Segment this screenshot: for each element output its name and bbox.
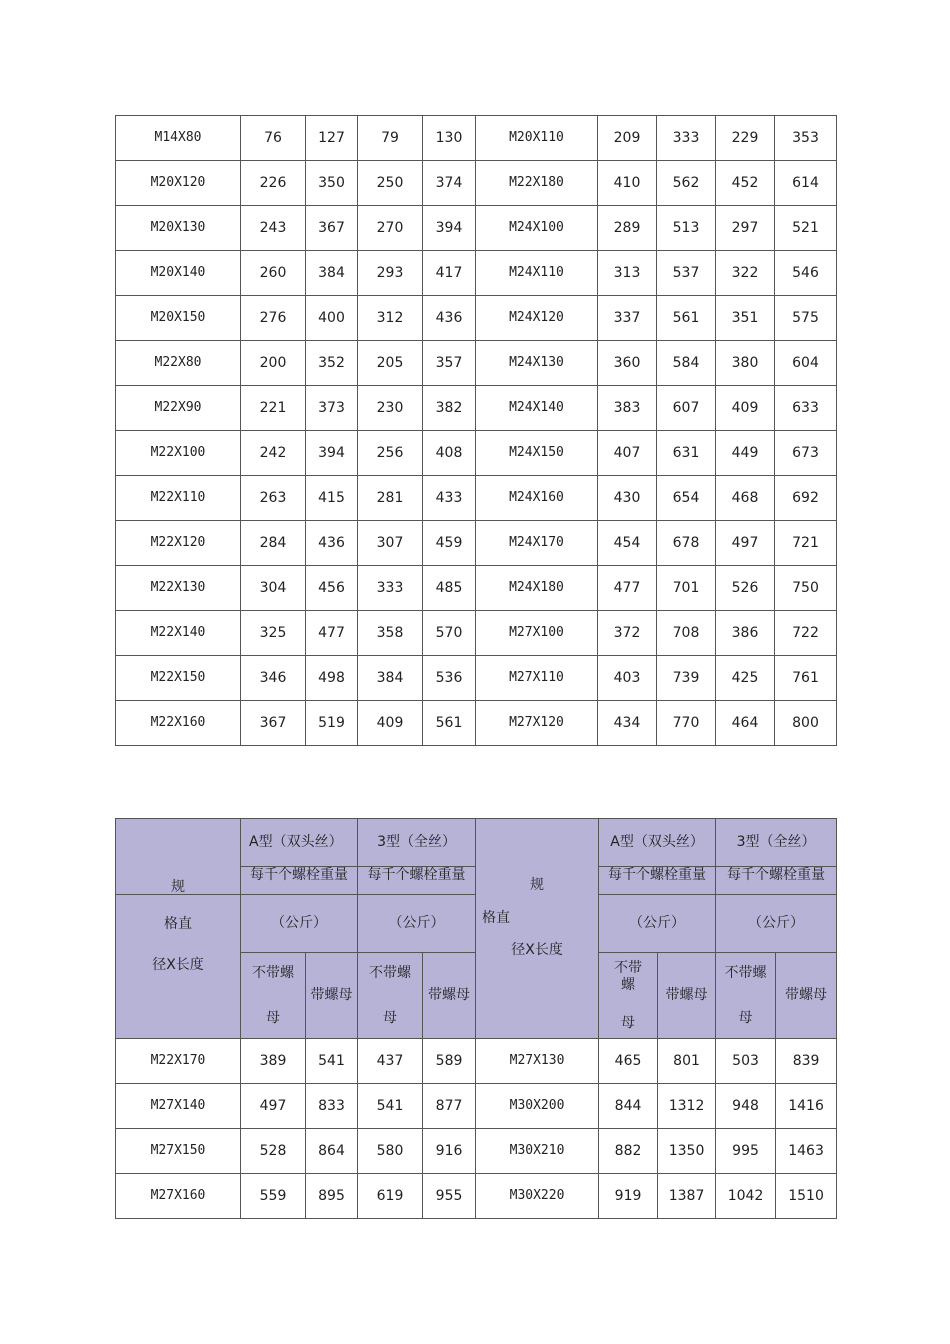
- spec-cell: M27X160: [116, 1174, 241, 1219]
- spec-cell: M24X170: [476, 521, 598, 566]
- weight-cell: 408: [423, 431, 476, 476]
- weight-cell: 584: [657, 341, 716, 386]
- spec-cell: M24X100: [476, 206, 598, 251]
- no-nut-header-b-left: 不带螺 母: [358, 953, 423, 1039]
- weight-cell: 221: [241, 386, 306, 431]
- weight-cell: 459: [423, 521, 476, 566]
- weight-cell: 200: [241, 341, 306, 386]
- spec-cell: M22X140: [116, 611, 241, 656]
- weight-cell: 678: [657, 521, 716, 566]
- weight-cell: 864: [306, 1129, 358, 1174]
- table-row: [116, 251, 837, 296]
- weight-cell: 351: [716, 296, 775, 341]
- weight-cell: 346: [241, 656, 306, 701]
- weight-cell: 916: [423, 1129, 476, 1174]
- weight-cell: 882: [599, 1129, 658, 1174]
- weight-cell: 229: [716, 116, 775, 161]
- weight-cell: 701: [657, 566, 716, 611]
- weight-header-a-left: 每千个螺栓重量: [241, 867, 358, 895]
- weight-cell: 526: [716, 566, 775, 611]
- weight-cell: 559: [241, 1174, 306, 1219]
- weight-cell: 833: [306, 1084, 358, 1129]
- weight-cell: 464: [716, 701, 775, 746]
- table-row: [116, 656, 837, 701]
- type-a-header-left: A型（双头丝）: [241, 819, 358, 867]
- weight-cell: 877: [423, 1084, 476, 1129]
- weight-cell: 948: [716, 1084, 776, 1129]
- weight-cell: 546: [775, 251, 837, 296]
- weight-cell: 409: [358, 701, 423, 746]
- unit-header-a-left: （公斤）: [241, 895, 358, 953]
- spec-cell: M22X160: [116, 701, 241, 746]
- weight-cell: 357: [423, 341, 476, 386]
- weight-cell: 374: [423, 161, 476, 206]
- weight-cell: 562: [657, 161, 716, 206]
- table-row: [116, 611, 837, 656]
- table-row: [116, 1174, 837, 1219]
- with-nut-header-b-left: 带螺母: [423, 953, 476, 1039]
- weight-cell: 673: [775, 431, 837, 476]
- weight-cell: 839: [776, 1039, 837, 1084]
- weight-cell: 352: [306, 341, 358, 386]
- spec-cell: M27X150: [116, 1129, 241, 1174]
- spec-cell: M24X150: [476, 431, 598, 476]
- weight-cell: 325: [241, 611, 306, 656]
- weight-cell: 312: [358, 296, 423, 341]
- spec-cell: M30X200: [476, 1084, 599, 1129]
- spec-cell: M22X80: [116, 341, 241, 386]
- weight-cell: 394: [306, 431, 358, 476]
- weight-cell: 654: [657, 476, 716, 521]
- weight-cell: 389: [241, 1039, 306, 1084]
- weight-cell: 513: [657, 206, 716, 251]
- weight-cell: 722: [775, 611, 837, 656]
- weight-cell: 358: [358, 611, 423, 656]
- weight-cell: 270: [358, 206, 423, 251]
- weight-cell: 477: [306, 611, 358, 656]
- weight-cell: 322: [716, 251, 775, 296]
- weight-cell: 955: [423, 1174, 476, 1219]
- spec-cell: M14X80: [116, 116, 241, 161]
- weight-cell: 79: [358, 116, 423, 161]
- table-row: [116, 386, 837, 431]
- weight-cell: 589: [423, 1039, 476, 1084]
- weight-cell: 452: [716, 161, 775, 206]
- table-row: [116, 521, 837, 566]
- weight-cell: 561: [657, 296, 716, 341]
- spec-cell: M22X100: [116, 431, 241, 476]
- table-row: [116, 116, 837, 161]
- weight-cell: 130: [423, 116, 476, 161]
- weight-cell: 485: [423, 566, 476, 611]
- weight-cell: 570: [423, 611, 476, 656]
- weight-cell: 304: [241, 566, 306, 611]
- weight-cell: 465: [599, 1039, 658, 1084]
- weight-cell: 430: [598, 476, 657, 521]
- spec-cell: M20X130: [116, 206, 241, 251]
- spec-header-left-line2: 格直: [164, 916, 192, 932]
- weight-cell: 895: [306, 1174, 358, 1219]
- spec-cell: M24X120: [476, 296, 598, 341]
- weight-cell: 400: [306, 296, 358, 341]
- spec-cell: M22X110: [116, 476, 241, 521]
- weight-cell: 433: [423, 476, 476, 521]
- weight-cell: 127: [306, 116, 358, 161]
- unit-header-a-right: （公斤）: [599, 895, 716, 953]
- spec-header-lower-left: [116, 879, 241, 1039]
- weight-cell: 333: [657, 116, 716, 161]
- weight-cell: 708: [657, 611, 716, 656]
- weight-cell: 1387: [658, 1174, 716, 1219]
- weight-cell: 503: [716, 1039, 776, 1084]
- weight-cell: 761: [775, 656, 837, 701]
- spec-cell: M24X160: [476, 476, 598, 521]
- weight-cell: 333: [358, 566, 423, 611]
- weight-cell: 528: [241, 1129, 306, 1174]
- type-a-header-right: A型（双头丝）: [599, 819, 716, 867]
- weight-cell: 409: [716, 386, 775, 431]
- spec-cell: M22X130: [116, 566, 241, 611]
- weight-cell: 383: [598, 386, 657, 431]
- type-b-header-right: 3型（全丝）: [716, 819, 837, 867]
- spec-cell: M22X120: [116, 521, 241, 566]
- weight-cell: 284: [241, 521, 306, 566]
- weight-cell: 243: [241, 206, 306, 251]
- spec-cell: M24X110: [476, 251, 598, 296]
- weight-cell: 692: [775, 476, 837, 521]
- unit-header-b-right: （公斤）: [716, 895, 837, 953]
- weight-cell: 561: [423, 701, 476, 746]
- weight-cell: 226: [241, 161, 306, 206]
- spec-header-right-line1: 规: [530, 877, 545, 893]
- weight-cell: 497: [241, 1084, 306, 1129]
- weight-cell: 436: [306, 521, 358, 566]
- weight-cell: 436: [423, 296, 476, 341]
- spec-cell: M30X210: [476, 1129, 599, 1174]
- weight-cell: 739: [657, 656, 716, 701]
- weight-cell: 468: [716, 476, 775, 521]
- weight-cell: 417: [423, 251, 476, 296]
- weight-cell: 367: [306, 206, 358, 251]
- weight-cell: 1350: [658, 1129, 716, 1174]
- weight-cell: 580: [358, 1129, 423, 1174]
- weight-cell: 1510: [776, 1174, 837, 1219]
- no-nut-header-a-left: 不带螺 母: [241, 953, 306, 1039]
- weight-cell: 425: [716, 656, 775, 701]
- weight-cell: 437: [358, 1039, 423, 1084]
- weight-cell: 415: [306, 476, 358, 521]
- table-row: [116, 1129, 837, 1174]
- weight-cell: 541: [358, 1084, 423, 1129]
- spec-cell: M20X150: [116, 296, 241, 341]
- type-b-header-left: 3型（全丝）: [358, 819, 476, 867]
- weight-cell: 313: [598, 251, 657, 296]
- weight-table-bottom: [115, 818, 837, 1219]
- table-row: [116, 1084, 837, 1129]
- spec-header-right-line2: 格直: [482, 909, 511, 926]
- weight-cell: 537: [657, 251, 716, 296]
- weight-cell: 454: [598, 521, 657, 566]
- weight-cell: 449: [716, 431, 775, 476]
- weight-cell: 801: [658, 1039, 716, 1084]
- weight-cell: 276: [241, 296, 306, 341]
- spec-cell: M30X220: [476, 1174, 599, 1219]
- weight-cell: 403: [598, 656, 657, 701]
- spec-cell: M22X170: [116, 1039, 241, 1084]
- weight-cell: 919: [599, 1174, 658, 1219]
- spec-cell: M27X130: [476, 1039, 599, 1084]
- weight-cell: 380: [716, 341, 775, 386]
- weight-cell: 307: [358, 521, 423, 566]
- weight-cell: 394: [423, 206, 476, 251]
- no-nut-header-a-right: 不带螺 母: [599, 953, 658, 1039]
- spec-header-left-line3: 径X长度: [152, 957, 204, 973]
- spec-cell: M27X110: [476, 656, 598, 701]
- weight-cell: 250: [358, 161, 423, 206]
- weight-cell: 76: [241, 116, 306, 161]
- weight-cell: 575: [775, 296, 837, 341]
- weight-cell: 293: [358, 251, 423, 296]
- weight-cell: 297: [716, 206, 775, 251]
- weight-cell: 360: [598, 341, 657, 386]
- spec-cell: M27X100: [476, 611, 598, 656]
- no-nut-header-b-right: 不带螺 母: [716, 953, 776, 1039]
- weight-cell: 497: [716, 521, 775, 566]
- spec-cell: M24X140: [476, 386, 598, 431]
- spec-cell: M20X120: [116, 161, 241, 206]
- spec-header-right-line3: 径X长度: [511, 942, 563, 958]
- spec-cell: M22X90: [116, 386, 241, 431]
- weight-cell: 373: [306, 386, 358, 431]
- weight-cell: 434: [598, 701, 657, 746]
- weight-cell: 477: [598, 566, 657, 611]
- weight-cell: 281: [358, 476, 423, 521]
- weight-cell: 256: [358, 431, 423, 476]
- weight-cell: 263: [241, 476, 306, 521]
- weight-table-top: [115, 115, 837, 746]
- weight-cell: 770: [657, 701, 716, 746]
- with-nut-header-a-right: 带螺母: [658, 953, 716, 1039]
- table-row: [116, 206, 837, 251]
- spec-cell: M27X140: [116, 1084, 241, 1129]
- spec-cell: M22X180: [476, 161, 598, 206]
- weight-cell: 350: [306, 161, 358, 206]
- table-row: [116, 296, 837, 341]
- weight-cell: 205: [358, 341, 423, 386]
- weight-header-b-right: 每千个螺栓重量: [716, 867, 837, 895]
- with-nut-header-b-right: 带螺母: [776, 953, 837, 1039]
- weight-cell: 337: [598, 296, 657, 341]
- weight-cell: 382: [423, 386, 476, 431]
- weight-cell: 289: [598, 206, 657, 251]
- weight-cell: 844: [599, 1084, 658, 1129]
- spec-cell: M22X150: [116, 656, 241, 701]
- weight-cell: 353: [775, 116, 837, 161]
- weight-cell: 614: [775, 161, 837, 206]
- weight-cell: 498: [306, 656, 358, 701]
- spec-cell: M24X130: [476, 341, 598, 386]
- table-row: [116, 566, 837, 611]
- table-row: [116, 701, 837, 746]
- spec-header-cell-right: [476, 819, 599, 1039]
- table-row: [116, 431, 837, 476]
- weight-cell: 242: [241, 431, 306, 476]
- weight-cell: 619: [358, 1174, 423, 1219]
- unit-header-b-left: （公斤）: [358, 895, 476, 953]
- with-nut-header-a-left: 带螺母: [306, 953, 358, 1039]
- weight-cell: 604: [775, 341, 837, 386]
- weight-cell: 386: [716, 611, 775, 656]
- weight-cell: 631: [657, 431, 716, 476]
- weight-cell: 519: [306, 701, 358, 746]
- weight-cell: 367: [241, 701, 306, 746]
- weight-cell: 800: [775, 701, 837, 746]
- weight-cell: 633: [775, 386, 837, 431]
- table-row: [116, 161, 837, 206]
- spec-cell: M20X140: [116, 251, 241, 296]
- spec-cell: M27X120: [476, 701, 598, 746]
- weight-cell: 384: [306, 251, 358, 296]
- weight-cell: 407: [598, 431, 657, 476]
- weight-cell: 410: [598, 161, 657, 206]
- weight-cell: 230: [358, 386, 423, 431]
- weight-cell: 1312: [658, 1084, 716, 1129]
- weight-cell: 541: [306, 1039, 358, 1084]
- weight-cell: 260: [241, 251, 306, 296]
- weight-cell: 721: [775, 521, 837, 566]
- spec-cell: M20X110: [476, 116, 598, 161]
- weight-cell: 995: [716, 1129, 776, 1174]
- table-row: [116, 341, 837, 386]
- weight-cell: 750: [775, 566, 837, 611]
- table-row: [116, 476, 837, 521]
- weight-cell: 384: [358, 656, 423, 701]
- weight-cell: 1463: [776, 1129, 837, 1174]
- weight-cell: 209: [598, 116, 657, 161]
- weight-cell: 607: [657, 386, 716, 431]
- weight-header-b-left: 每千个螺栓重量: [358, 867, 476, 895]
- table-row: [116, 1039, 837, 1084]
- weight-cell: 372: [598, 611, 657, 656]
- weight-cell: 456: [306, 566, 358, 611]
- weight-cell: 521: [775, 206, 837, 251]
- weight-cell: 1416: [776, 1084, 837, 1129]
- spec-cell: M24X180: [476, 566, 598, 611]
- spec-header-left-line1: 规: [171, 879, 185, 895]
- weight-cell: 536: [423, 656, 476, 701]
- weight-cell: 1042: [716, 1174, 776, 1219]
- weight-header-a-right: 每千个螺栓重量: [599, 867, 716, 895]
